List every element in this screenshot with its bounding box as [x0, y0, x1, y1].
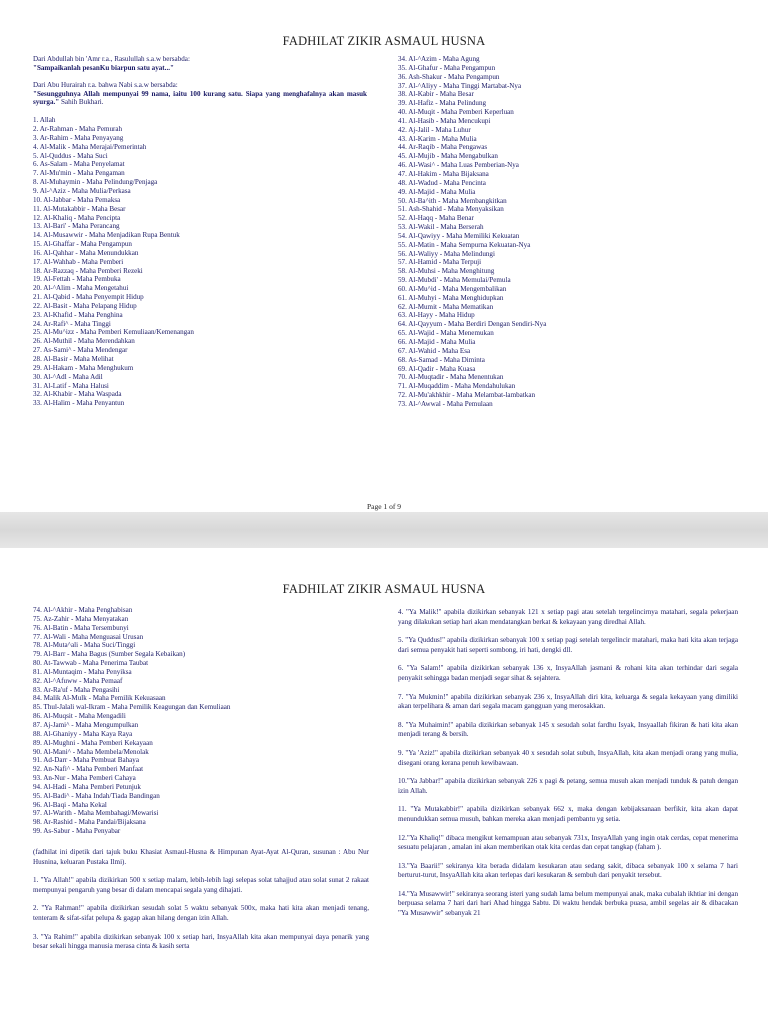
name-list-item: 64. Al-Qayyum - Maha Berdiri Dengan Sendiri-Nya — [398, 320, 547, 329]
hadith-lead: Dari Abdullah bin 'Amr r.a., Rasulullah s.a.w bersabda: — [33, 55, 190, 63]
name-list-item: 2. Ar-Rahman - Maha Pemurah — [33, 125, 123, 134]
hadith-lead: Dari Abu Hurairah r.a. bahwa Nabi s.a.w bersabda: — [33, 80, 178, 89]
name-list-item: 7. Al-Mu'min - Maha Pengaman — [33, 169, 125, 178]
name-list-item: 61. Al-Muhyi - Maha Menghidupkan — [398, 293, 504, 302]
fadhilat-paragraph: 9. "Ya 'Aziz!" apabila dizikirkan sebanyak 40 x sesudah solat subuh, InsyaAllah, kita akan menjadi orang yang mulia, disegani orang kerana penuh kewibawaan. — [398, 748, 738, 767]
name-list-item: 72. Al-Mu'akhkhir - Maha Melambat-lambatkan — [398, 391, 536, 400]
name-list-item: 70. Al-Muqtadir - Maha Menentukan — [398, 373, 504, 382]
name-list-item: 26. Al-Muthil - Maha Merendahkan — [33, 337, 135, 346]
hadith-1 — [33, 55, 367, 73]
name-list-item: 29. Al-Hakam - Maha Menghukum — [33, 363, 134, 372]
name-list-item: 14. Al-Musawwir - Maha Menjadikan Rupa Bentuk — [33, 231, 180, 240]
name-list-item: 35. Al-Ghafur - Maha Pengampun — [398, 63, 496, 72]
fadhilat-paragraph: 4. "Ya Malik!" apabila dizikirkan sebanyak 121 x setiap pagi atau setelah tergelincirnya matahari, segala pekerjaan yang dilakukan setiap hari akan mendatangkan berkat & kekayaan yang diredhai Allah. — [398, 608, 738, 626]
name-list-item: 96. Al-Baqi - Maha Kekal — [33, 800, 107, 809]
name-list-item: 60. Al-Mu^id - Maha Mengembalikan — [398, 284, 507, 293]
name-list-item: 82. Al-^Afuww - Maha Pemaaf — [33, 676, 123, 685]
name-list-item: 1. Allah — [33, 116, 56, 125]
name-list-item: 40. Al-Muqit - Maha Pemberi Keperluan — [398, 108, 514, 117]
name-list-item: 27. As-Sami^ - Maha Mendengar — [33, 346, 128, 355]
name-list-item: 86. Al-Muqsit - Maha Mengadili — [33, 712, 126, 721]
name-list-item: 59. Al-Mubdi' - Maha Memulai/Pemula — [398, 276, 511, 285]
name-list-item: 38. Al-Kabir - Maha Besar — [398, 90, 474, 99]
name-list-item: 28. Al-Basir - Maha Melihat — [33, 355, 114, 363]
name-list-item: 75. Az-Zahir - Maha Menyatakan — [33, 614, 129, 623]
fadhilat-paragraph: 2. "Ya Rahman!" apabila dizikirkan sesudah solat 5 waktu sebanyak 500x, maka hati kita akan menjadi tenang, tenteram & sifat-sifat pelupa & gagap akan hilang dengan izin Allah. — [33, 904, 369, 922]
right-column — [398, 608, 738, 928]
fadhilat-paragraph: 1. "Ya Allah!" apabila dizikirkan 500 x setiap malam, lebih-lebih lagi selepas solat tahajjud atau solat sunat 2 rakaat mempunyai pengaruh yang besar di dalam mencapai segala yang dihajati. — [33, 876, 369, 894]
name-list-item: 9. Al-^Aziz - Maha Mulia/Perkasa — [33, 186, 131, 195]
fadhilat-paragraph: 12."Ya Khaliq!" dibaca mengikut kemampuan atau sebanyak 731x, InsyaAllah yang ingin otak cerdas, cepat menerima sesuatu pelajaran , amalan ini akan memberikan otak kita cerdas dan cepat tangkap (faham ). — [398, 833, 738, 852]
fadhilat-paragraph: (fadhilat ini dipetik dari tajuk buku Khasiat Asmaul-Husna & Himpunan Ayat-Ayat Al-Quran, susunan : Abu Nur Husnina, keluaran Pustaka Ilmi). — [33, 847, 369, 866]
name-list-item: 30. Al-^Adl - Maha Adil — [33, 372, 103, 381]
left-column — [33, 606, 369, 961]
name-list-item: 69. Al-Qadir - Maha Kuasa — [398, 364, 476, 373]
fadhilat-paragraphs-left — [33, 848, 369, 952]
name-list-item: 47. Al-Hakim - Maha Bijaksana — [398, 169, 489, 178]
name-list-item: 85. Thul-Jalali wal-Ikram - Maha Pemilik Keagungan dan Kemuliaan — [33, 703, 231, 712]
name-list-item: 73. Al-^Awwal - Maha Pemulaan — [398, 399, 493, 408]
name-list-item: 95. Al-Badi^ - Maha Indah/Tiada Bandingan — [33, 791, 160, 800]
fadhilat-paragraph: 5. "Ya Quddus!" apabila dizikirkan sebanyak 100 x setiap pagi setelah tergelincir matahari, maka hati kita akan terjaga dari semua penyakit hati seperti sombong, iri hati, dengki dll. — [398, 636, 738, 654]
name-list-item: 31. Al-Latif - Maha Halusi — [33, 381, 109, 390]
name-list-item: 20. Al-^Alim - Maha Mengetahui — [33, 284, 129, 293]
name-list-item: 5. Al-Quddus - Maha Suci — [33, 151, 108, 160]
name-list-item: 11. Al-Mutakabbir - Maha Besar — [33, 204, 126, 213]
fadhilat-paragraph: 8. "Ya Muhaimin!" apabila dizikirkan sebanyak 145 x sesudah solat fardhu Isyak, Insyaallah fikiran & hati kita akan menjadi terang & bersih. — [398, 720, 738, 739]
names-list-left — [33, 606, 369, 836]
name-list-item: 12. Al-Khaliq - Maha Pencipta — [33, 213, 121, 222]
name-list-item: 16. Al-Qahhar - Maha Menundukkan — [33, 248, 139, 257]
page-separator — [0, 512, 768, 548]
name-list-item: 78. Al-Muta^ali - Maha Suci/Tinggi — [33, 641, 136, 650]
hadith-source: Sahih Bukhari. — [59, 98, 104, 107]
name-list-item: 49. Al-Majid - Maha Mulia — [398, 187, 476, 196]
name-list-item: 25. Al-Mu^izz - Maha Pemberi Kemuliaan/Kemenangan — [33, 328, 194, 337]
name-list-item: 32. Al-Khabir - Maha Waspada — [33, 390, 122, 399]
name-list-item: 89. Al-Mughni - Maha Pemberi Kekayaan — [33, 738, 153, 747]
name-list-item: 53. Al-Wakil - Maha Berserah — [398, 223, 484, 232]
name-list-item: 37. Al-^Aliyy - Maha Tinggi Martabat-Nya — [398, 81, 522, 90]
name-list-item: 94. Al-Hadi - Maha Pemberi Petunjuk — [33, 782, 141, 791]
names-list-right — [398, 55, 738, 409]
name-list-item: 50. Al-Ba^ith - Maha Membangkitkan — [398, 196, 507, 205]
name-list-item: 67. Al-Wahid - Maha Esa — [398, 346, 471, 355]
name-list-item: 63. Al-Hayy - Maha Hidup — [398, 311, 475, 320]
name-list-item: 83. Ar-Ra'uf - Maha Pengasihi — [33, 685, 120, 694]
name-list-item: 87. Aj-Jami^ - Maha Mengumpulkan — [33, 720, 139, 729]
name-list-item: 93. An-Nur - Maha Pemberi Cahaya — [33, 774, 136, 783]
document-page-2 — [0, 548, 768, 1024]
name-list-item: 57. Al-Hamid - Maha Terpuji — [398, 258, 482, 267]
name-list-item: 39. Al-Hafiz - Maha Pelindung — [398, 99, 487, 108]
name-list-item: 10. Al-Jabbar - Maha Pemaksa — [33, 195, 121, 204]
name-list-item: 6. As-Salam - Maha Penyelamat — [33, 160, 125, 169]
name-list-item: 36. Ash-Shakur - Maha Pengampun — [398, 72, 500, 81]
name-list-item: 4. Al-Malik - Maha Merajai/Pemerintah — [33, 142, 147, 151]
page-title: FADHILAT ZIKIR ASMAUL HUSNA — [282, 34, 486, 48]
name-list-item: 58. Al-Muhsi - Maha Menghitung — [398, 267, 495, 276]
name-list-item: 46. Al-Wasi^ - Maha Luas Pemberian-Nya — [398, 161, 519, 170]
name-list-item: 22. Al-Basit - Maha Pelapang Hidup — [33, 301, 137, 310]
name-list-item: 66. Al-Majid - Maha Mulia — [398, 338, 476, 346]
fadhilat-paragraphs-right — [398, 608, 738, 919]
name-list-item: 43. Al-Karim - Maha Mulia — [398, 134, 477, 143]
left-column — [33, 55, 367, 408]
name-list-item: 97. Al-Warith - Maha Membahagi/Mewarisi — [33, 809, 159, 818]
name-list-item: 48. Al-Wadud - Maha Pencinta — [398, 178, 486, 187]
name-list-item: 24. Ar-Rafi^ - Maha Tinggi — [33, 319, 111, 328]
name-list-item: 15. Al-Ghaffar - Maha Pengampun — [33, 240, 132, 249]
name-list-item: 98. Ar-Rashid - Maha Pandai/Bijaksana — [33, 818, 146, 827]
name-list-item: 41. Al-Hasib - Maha Mencukupi — [398, 116, 491, 125]
right-column — [398, 55, 738, 409]
name-list-item: 18. Ar-Razzaq - Maha Pemberi Rezeki — [33, 266, 143, 275]
name-list-item: 81. Al-Muntaqim - Maha Penyiksa — [33, 667, 132, 676]
name-list-item: 90. Al-Mani^ - Maha Membela/Menolak — [33, 747, 149, 756]
name-list-item: 62. Al-Mumit - Maha Mematikan — [398, 302, 494, 311]
name-list-item: 23. Al-Khafid - Maha Penghina — [33, 310, 123, 319]
names-list-left — [33, 116, 367, 408]
name-list-item: 74. Al-^Akhir - Maha Penghabisan — [33, 606, 133, 614]
name-list-item: 3. Ar-Rahim - Maha Penyayang — [33, 133, 124, 142]
fadhilat-paragraph: 6. "Ya Salam!" apabila dizikirkan sebanyak 136 x, InsyaAllah jasmani & rohani kita akan terhindar dari segala penyakit sehingga badan menjadi segar sihat & sejahtera. — [398, 664, 738, 682]
name-list-item: 91. Ad-Darr - Maha Pembuat Bahaya — [33, 756, 139, 765]
hadith-2 — [33, 81, 367, 108]
page-footer: Page 1 of 9 — [367, 502, 401, 511]
name-list-item: 65. Al-Wajid - Maha Menemukan — [398, 329, 494, 338]
name-list-item: 79. Al-Barr - Maha Bagus (Sumber Segala Kebaikan) — [33, 650, 186, 659]
name-list-item: 13. Al-Bari' - Maha Perancang — [33, 222, 120, 231]
name-list-item: 99. As-Sabur - Maha Penyabar — [33, 827, 121, 836]
hadith-quote: "Sampaikanlah pesanKu biarpun satu ayat..." — [33, 63, 174, 72]
name-list-item: 80. At-Tawwab - Maha Penerima Taubat — [33, 659, 149, 668]
name-list-item: 42. Aj-Jalil - Maha Luhur — [398, 125, 471, 134]
fadhilat-paragraph: 11. "Ya Mutakabbir!" apabila dizikirkan sebanyak 662 x, maka dengan kebijaksanaan berfikir, kita akan dapat menundukkan semua musuh, bahkan mereka akan menjadi pembantu yg setia. — [398, 805, 738, 823]
fadhilat-paragraph: 7. "Ya Mukmin!" apabila dizikirkan sebanyak 236 x, InsyaAllah diri kita, keluarga & segala kekayaan yang dimiliki akan terpelihara & aman dari segala macam gangguan yang merosakkan. — [398, 692, 738, 711]
name-list-item: 84. Malik Al-Mulk - Maha Pemilik Kekuasaan — [33, 694, 166, 703]
name-list-item: 19. Al-Fettah - Maha Pembuka — [33, 275, 121, 284]
name-list-item: 44. Ar-Raqib - Maha Pengawas — [398, 143, 488, 152]
name-list-item: 21. Al-Qabid - Maha Penyempit Hidup — [33, 293, 144, 302]
name-list-item: 55. Al-Matin - Maha Sempurna Kekuatan-Nya — [398, 240, 531, 249]
name-list-item: 68. As-Samad - Maha Diminta — [398, 355, 485, 364]
name-list-item: 88. Al-Ghaniyy - Maha Kaya Raya — [33, 729, 133, 738]
name-list-item: 52. Al-Haqq - Maha Benar — [398, 214, 474, 223]
name-list-item: 54. Al-Qawiyy - Maha Memiliki Kekuatan — [398, 231, 520, 240]
hadith-quote: "Sesungguhnya Allah mempunyai 99 nama, iaitu 100 kurang satu. Siapa yang menghafalnya akan masuk syurga." — [33, 89, 367, 107]
fadhilat-paragraph: 10."Ya Jabbar!" apabila dizikirkan sebanyak 226 x pagi & petang, semua musuh akan menjadi tunduk & patuh dengan izin Allah. — [398, 777, 738, 795]
name-list-item: 76. Al-Batin - Maha Tersembunyi — [33, 623, 129, 632]
name-list-item: 56. Al-Waliyy - Maha Melindungi — [398, 249, 495, 258]
name-list-item: 33. Al-Halim - Maha Penyantun — [33, 399, 125, 408]
name-list-item: 45. Al-Mujib - Maha Mengabulkan — [398, 152, 498, 161]
name-list-item: 71. Al-Muqaddim - Maha Mendahulukan — [398, 382, 516, 391]
name-list-item: 77. Al-Wali - Maha Menguasai Urusan — [33, 632, 144, 641]
name-list-item: 34. Al-^Azim - Maha Agung — [398, 55, 480, 63]
name-list-item: 8. Al-Muhaymin - Maha Pelindung/Penjaga — [33, 178, 158, 187]
name-list-item: 51. Ash-Shahid - Maha Menyaksikan — [398, 205, 504, 214]
name-list-item: 92. An-Nafi^ - Maha Pemberi Manfaat — [33, 765, 144, 774]
fadhilat-paragraph: 14."Ya Musawwir!" sekiranya seorang isteri yang sudah lama belum mempunyai anak, maka cubalah ikhtiar ini dengan berpuasa selama 7 hari dari hari Ahad hingga Sabtu. Di waktu hendak berbuka puasa, ambil segelas air & dibacakan "Ya Musawwir" sebanyak 21 — [398, 889, 738, 918]
name-list-item: 17. Al-Wahhab - Maha Pemberi — [33, 257, 124, 266]
fadhilat-paragraph: 13."Ya Baarii!" sekiranya kita berada didalam kesukaran atau sedang sakit, dibaca sebanyak 100 x selama 7 hari berturut-turut, InsyaAllah kita akan terlepas dari kesukaran & sembuh dari penyakit tersebut. — [398, 861, 738, 880]
page-title: FADHILAT ZIKIR ASMAUL HUSNA — [282, 582, 486, 596]
fadhilat-paragraph: 3. "Ya Rahim!" apabila dizikirkan sebanyak 100 x setiap hari, InsyaAllah kita akan mempunyai daya penarik yang besar sekali hingga manusia merasa cinta & kasih serta — [33, 932, 369, 951]
